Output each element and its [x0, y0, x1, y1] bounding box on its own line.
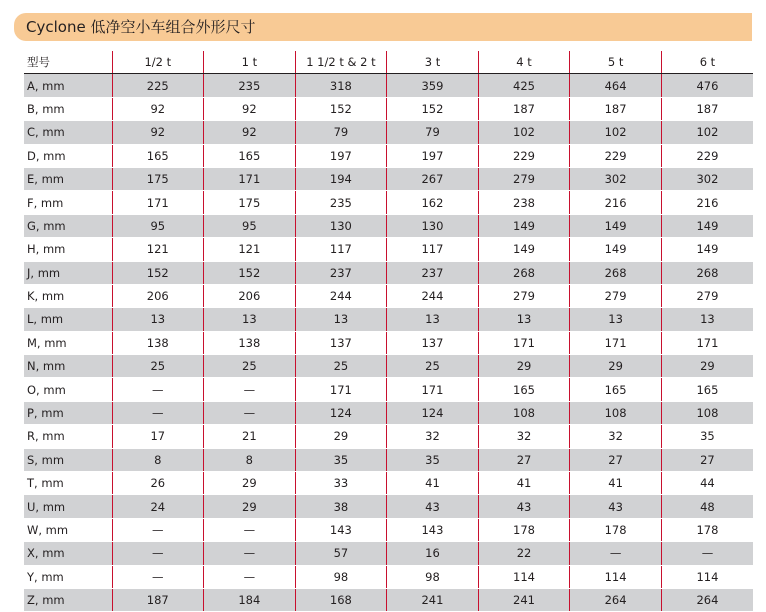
table-row [24, 331, 753, 354]
table-cell: 187 [661, 97, 753, 120]
table-cell: 41 [478, 472, 570, 495]
table-cell: 302 [570, 167, 662, 190]
table-cell: 178 [570, 518, 662, 541]
table-cell: 108 [478, 401, 570, 424]
row-label: P, mm [24, 401, 112, 424]
table-cell: 35 [387, 448, 479, 471]
table-cell: 17 [112, 425, 204, 448]
table-row [24, 401, 753, 424]
table-cell: 38 [295, 495, 387, 518]
table-cell: 32 [570, 425, 662, 448]
table-cell: 229 [570, 144, 662, 167]
table-cell: 43 [478, 495, 570, 518]
table-cell: — [204, 401, 296, 424]
table-cell: 102 [570, 121, 662, 144]
table-cell: 121 [112, 238, 204, 261]
row-label: W, mm [24, 518, 112, 541]
table-cell: 165 [570, 378, 662, 401]
table-row [24, 144, 753, 167]
table-cell: 8 [204, 448, 296, 471]
table-cell: 168 [295, 588, 387, 611]
table-cell: 13 [478, 308, 570, 331]
table-cell: 27 [661, 448, 753, 471]
table-cell: 25 [295, 355, 387, 378]
table-cell: 152 [295, 97, 387, 120]
row-label: R, mm [24, 425, 112, 448]
table-cell: 114 [478, 565, 570, 588]
table-cell: 149 [478, 238, 570, 261]
table-cell: 29 [570, 355, 662, 378]
table-row [24, 167, 753, 190]
table-cell: 152 [387, 97, 479, 120]
table-cell: 229 [661, 144, 753, 167]
row-label: F, mm [24, 191, 112, 214]
table-cell: — [570, 542, 662, 565]
table-cell: 98 [387, 565, 479, 588]
table-cell: 43 [387, 495, 479, 518]
table-cell: 114 [570, 565, 662, 588]
table-cell: 143 [387, 518, 479, 541]
table-row [24, 308, 753, 331]
table-cell: 279 [478, 284, 570, 307]
table-cell: 92 [204, 97, 296, 120]
table-cell: — [204, 565, 296, 588]
row-label: H, mm [24, 238, 112, 261]
table-cell: 149 [478, 214, 570, 237]
table-cell: 175 [204, 191, 296, 214]
table-cell: 165 [661, 378, 753, 401]
table-body [24, 74, 753, 612]
column-header-model: 型号 [24, 51, 112, 74]
table-cell: 114 [661, 565, 753, 588]
table-cell: — [204, 518, 296, 541]
table-cell: 171 [570, 331, 662, 354]
table-cell: 241 [387, 588, 479, 611]
table-cell: 41 [570, 472, 662, 495]
table-cell: 29 [295, 425, 387, 448]
table-cell: 26 [112, 472, 204, 495]
table-cell: 279 [661, 284, 753, 307]
row-label: M, mm [24, 331, 112, 354]
table-cell: 171 [295, 378, 387, 401]
table-cell: 171 [478, 331, 570, 354]
table-cell: 95 [112, 214, 204, 237]
table-row [24, 121, 753, 144]
table-cell: 425 [478, 74, 570, 97]
table-cell: 152 [204, 261, 296, 284]
table-cell: 41 [387, 472, 479, 495]
table-row [24, 261, 753, 284]
table-row [24, 425, 753, 448]
column-header-capacity: 4 t [478, 51, 570, 74]
table-cell: 117 [295, 238, 387, 261]
table-row [24, 191, 753, 214]
table-row [24, 588, 753, 611]
table-cell: 238 [478, 191, 570, 214]
table-cell: 268 [661, 261, 753, 284]
row-label: J, mm [24, 261, 112, 284]
row-label: C, mm [24, 121, 112, 144]
table-row [24, 97, 753, 120]
table-cell: 206 [112, 284, 204, 307]
table-cell: 108 [661, 401, 753, 424]
table-cell: 32 [387, 425, 479, 448]
table-cell: 117 [387, 238, 479, 261]
table-cell: 32 [478, 425, 570, 448]
table-cell: 241 [478, 588, 570, 611]
table-cell: 27 [570, 448, 662, 471]
column-header-capacity: 5 t [570, 51, 662, 74]
table-cell: 92 [112, 121, 204, 144]
table-cell: 138 [112, 331, 204, 354]
row-label: X, mm [24, 542, 112, 565]
dimension-table [24, 51, 753, 612]
table-cell: 244 [295, 284, 387, 307]
table-cell: 359 [387, 74, 479, 97]
table-cell: 149 [661, 238, 753, 261]
page-title: Cyclone 低净空小车组合外形尺寸 [14, 13, 752, 41]
table-cell: 237 [295, 261, 387, 284]
table-cell: 13 [204, 308, 296, 331]
table-cell: 130 [295, 214, 387, 237]
table-cell: 13 [570, 308, 662, 331]
table-cell: 187 [112, 588, 204, 611]
table-cell: — [112, 378, 204, 401]
table-row [24, 518, 753, 541]
table-cell: — [112, 401, 204, 424]
table-cell: 197 [295, 144, 387, 167]
table-cell: 13 [295, 308, 387, 331]
table-cell: 175 [112, 167, 204, 190]
table-cell: 24 [112, 495, 204, 518]
table-cell: 29 [204, 495, 296, 518]
table-cell: 35 [295, 448, 387, 471]
table-cell: 102 [478, 121, 570, 144]
table-cell: 264 [570, 588, 662, 611]
table-cell: 35 [661, 425, 753, 448]
column-header-capacity: 1 t [204, 51, 296, 74]
table-cell: 8 [112, 448, 204, 471]
table-cell: 92 [204, 121, 296, 144]
table-cell: 279 [478, 167, 570, 190]
table-cell: 268 [570, 261, 662, 284]
table-cell: 235 [295, 191, 387, 214]
table-cell: 79 [295, 121, 387, 144]
table-cell: 197 [387, 144, 479, 167]
row-label: G, mm [24, 214, 112, 237]
table-cell: 98 [295, 565, 387, 588]
table-row [24, 472, 753, 495]
table-cell: 16 [387, 542, 479, 565]
column-header-capacity: 6 t [661, 51, 753, 74]
table-cell: 264 [661, 588, 753, 611]
table-cell: 13 [661, 308, 753, 331]
table-cell: 165 [204, 144, 296, 167]
table-cell: 216 [570, 191, 662, 214]
column-header-capacity: 1/2 t [112, 51, 204, 74]
table-cell: 29 [478, 355, 570, 378]
table-cell: 187 [478, 97, 570, 120]
table-cell: 143 [295, 518, 387, 541]
table-row [24, 378, 753, 401]
table-cell: 225 [112, 74, 204, 97]
table-cell: 108 [570, 401, 662, 424]
table-cell: 95 [204, 214, 296, 237]
table-cell: 216 [661, 191, 753, 214]
row-label: E, mm [24, 167, 112, 190]
table-cell: 237 [387, 261, 479, 284]
table-cell: 29 [204, 472, 296, 495]
column-header-capacity: 3 t [387, 51, 479, 74]
table-cell: 171 [387, 378, 479, 401]
table-cell: 25 [112, 355, 204, 378]
row-label: D, mm [24, 144, 112, 167]
table-cell: 244 [387, 284, 479, 307]
table-cell: 229 [478, 144, 570, 167]
table-cell: 464 [570, 74, 662, 97]
table-cell: 171 [661, 331, 753, 354]
table-cell: 165 [478, 378, 570, 401]
row-label: T, mm [24, 472, 112, 495]
table-header-row [24, 51, 753, 74]
table-row [24, 355, 753, 378]
table-cell: 124 [387, 401, 479, 424]
table-cell: 130 [387, 214, 479, 237]
table-row [24, 448, 753, 471]
table-cell: — [112, 542, 204, 565]
table-cell: 13 [112, 308, 204, 331]
row-label: Z, mm [24, 588, 112, 611]
table-cell: 279 [570, 284, 662, 307]
table-cell: 43 [570, 495, 662, 518]
row-label: U, mm [24, 495, 112, 518]
table-cell: 162 [387, 191, 479, 214]
table-cell: — [204, 378, 296, 401]
table-cell: 152 [112, 261, 204, 284]
row-label: K, mm [24, 284, 112, 307]
table-row [24, 284, 753, 307]
table-cell: 22 [478, 542, 570, 565]
table-cell: 48 [661, 495, 753, 518]
table-cell: 178 [661, 518, 753, 541]
table-cell: — [112, 565, 204, 588]
table-cell: 13 [387, 308, 479, 331]
table-cell: 92 [112, 97, 204, 120]
column-header-capacity: 1 1/2 t & 2 t [295, 51, 387, 74]
table-cell: 268 [478, 261, 570, 284]
table-cell: 79 [387, 121, 479, 144]
table-row [24, 238, 753, 261]
table-cell: 33 [295, 472, 387, 495]
table-cell: 206 [204, 284, 296, 307]
table-cell: 165 [112, 144, 204, 167]
table-cell: 267 [387, 167, 479, 190]
table-cell: 149 [570, 214, 662, 237]
row-label: O, mm [24, 378, 112, 401]
table-cell: 57 [295, 542, 387, 565]
table-cell: 171 [204, 167, 296, 190]
table-cell: 121 [204, 238, 296, 261]
table-cell: 178 [478, 518, 570, 541]
table-cell: 184 [204, 588, 296, 611]
table-cell: 194 [295, 167, 387, 190]
table-cell: 21 [204, 425, 296, 448]
table-row [24, 214, 753, 237]
table-cell: 318 [295, 74, 387, 97]
table-cell: 44 [661, 472, 753, 495]
table-cell: 235 [204, 74, 296, 97]
table-cell: 137 [387, 331, 479, 354]
table-cell: 149 [661, 214, 753, 237]
table-cell: 187 [570, 97, 662, 120]
row-label: S, mm [24, 448, 112, 471]
table-cell: 138 [204, 331, 296, 354]
table-cell: 102 [661, 121, 753, 144]
table-row [24, 495, 753, 518]
table-row [24, 542, 753, 565]
table-cell: 171 [112, 191, 204, 214]
table-row [24, 565, 753, 588]
table-cell: 25 [204, 355, 296, 378]
table-cell: 124 [295, 401, 387, 424]
row-label: L, mm [24, 308, 112, 331]
row-label: N, mm [24, 355, 112, 378]
table-cell: 25 [387, 355, 479, 378]
table-cell: 27 [478, 448, 570, 471]
row-label: A, mm [24, 74, 112, 97]
row-label: B, mm [24, 97, 112, 120]
table-cell: 29 [661, 355, 753, 378]
table-cell: — [204, 542, 296, 565]
table-cell: 476 [661, 74, 753, 97]
table-cell: — [661, 542, 753, 565]
table-cell: 137 [295, 331, 387, 354]
table-cell: — [112, 518, 204, 541]
table-row [24, 74, 753, 97]
table-cell: 149 [570, 238, 662, 261]
table-cell: 302 [661, 167, 753, 190]
row-label: Y, mm [24, 565, 112, 588]
